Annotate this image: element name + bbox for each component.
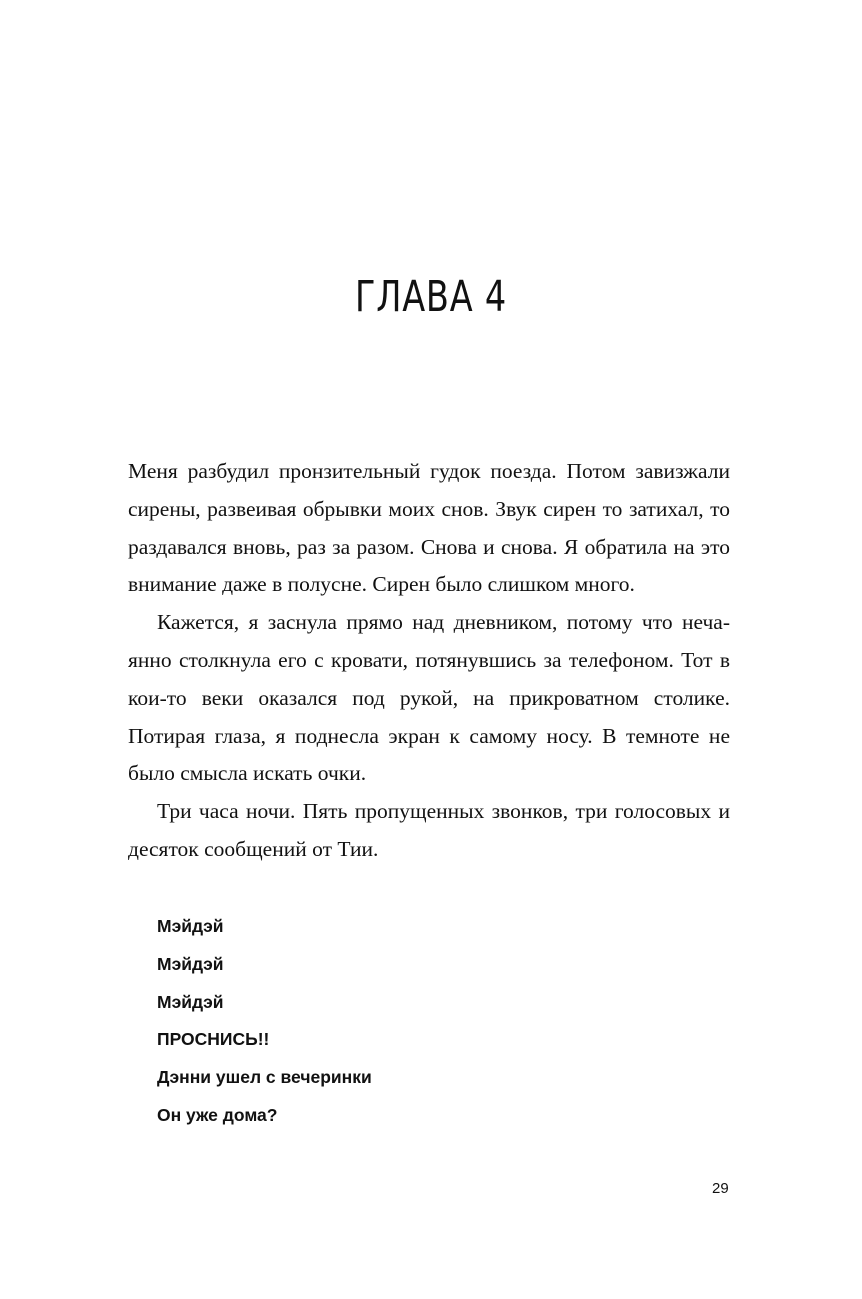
chapter-title: ГЛАВА 4 bbox=[354, 272, 508, 322]
message-line: Мэйдэй bbox=[157, 991, 224, 1012]
paragraph-3: Три часа ночи. Пять пропущенных звонков, три голосовых и десяток сообщений от Тии. bbox=[128, 799, 730, 861]
body-text bbox=[128, 453, 730, 869]
text-messages bbox=[157, 908, 372, 1135]
message-line: Он уже дома? bbox=[157, 1104, 278, 1125]
page-number: 29 bbox=[712, 1180, 729, 1197]
message-line: ПРОСНИСЬ!! bbox=[157, 1029, 270, 1050]
paragraph-2: Кажется, я заснула прямо над дневником, потому что нечаянно столкнула его с кровати, потянувшись за телефоном. Тот в кои-то веки оказался под рукой, на прикроватном столике. Потирая глаза, я поднесла экран к самому носу. В темноте не было смысла искать очки. bbox=[128, 610, 730, 786]
paragraph-1: Меня разбудил пронзительный гудок поезда. Потом завизжали сирены, развеивая обрывки моих снов. Звук сирен то затихал, то раздавался вновь, раз за разом. Снова и снова. Я обратила на это внимание даже в полусне. Сирен было слишком много. bbox=[128, 459, 730, 597]
message-line: Мэйдэй bbox=[157, 916, 224, 936]
message-line: Дэнни ушел с вечеринки bbox=[157, 1067, 372, 1088]
message-line: Мэйдэй bbox=[157, 953, 224, 974]
